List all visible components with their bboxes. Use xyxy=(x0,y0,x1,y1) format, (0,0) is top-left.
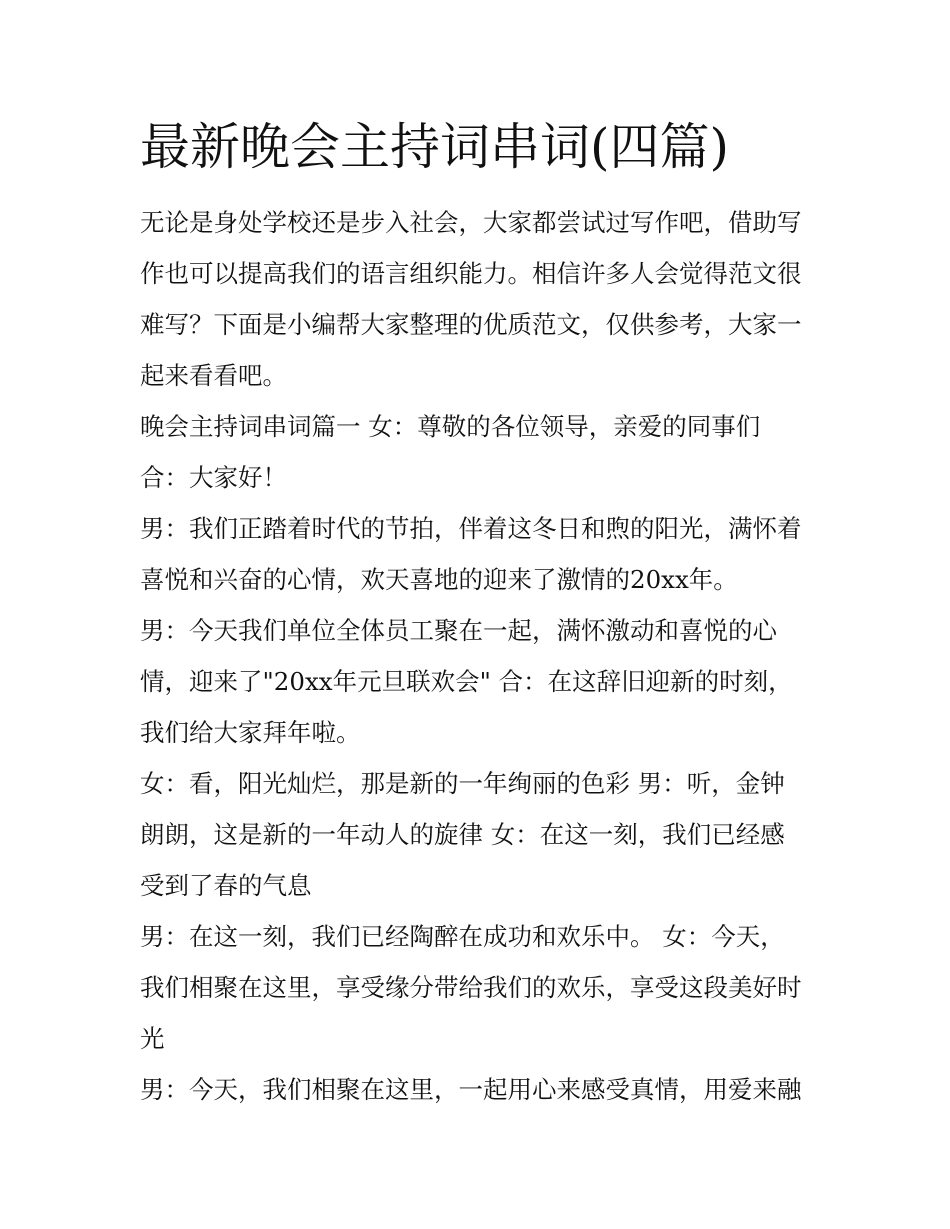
text-line: 男：我们正踏着时代的节拍，伴着这冬日和煦的阳光，满怀着 xyxy=(140,514,802,543)
paragraph-dialogue xyxy=(140,758,830,911)
paragraph-dialogue xyxy=(140,911,830,1064)
paragraph-dialogue xyxy=(140,1064,830,1115)
text-line: 难写？下面是小编帮大家整理的优质范文，仅供参考，大家一 xyxy=(140,310,802,339)
text-line: 男：在这一刻，我们已经陶醉在成功和欢乐中。 女：今天， xyxy=(140,922,785,951)
text-line: 合：大家好！ xyxy=(140,463,287,492)
paragraph-dialogue xyxy=(140,503,830,605)
text-line: 我们相聚在这里，享受缘分带给我们的欢乐，享受这段美好时 xyxy=(140,973,802,1002)
text-line: 受到了春的气息 xyxy=(140,871,312,900)
text-line: 无论是身处学校还是步入社会，大家都尝试过写作吧，借助写 xyxy=(140,208,802,237)
text-line: 喜悦和兴奋的心情，欢天喜地的迎来了激情的20xx年。 xyxy=(140,565,738,594)
paragraph-dialogue xyxy=(140,605,830,758)
text-line: 朗朗，这是新的一年动人的旋律 女：在这一刻，我们已经感 xyxy=(140,820,785,849)
text-line: 作也可以提高我们的语言组织能力。相信许多人会觉得范文很 xyxy=(140,259,802,288)
text-line: 光 xyxy=(140,1024,165,1053)
paragraph-dialogue xyxy=(140,452,830,503)
text-line: 女：看，阳光灿烂，那是新的一年绚丽的色彩 男：听，金钟 xyxy=(140,769,785,798)
text-line: 情，迎来了"20xx年元旦联欢会" 合：在这辞旧迎新的时刻， xyxy=(140,667,793,696)
paragraph-section-heading xyxy=(140,401,830,452)
page-title: 最新晚会主持词串词(四篇) xyxy=(140,118,730,176)
paragraph-intro xyxy=(140,197,830,401)
document-body xyxy=(140,197,830,1115)
text-line: 起来看看吧。 xyxy=(140,361,287,390)
text-line: 我们给大家拜年啦。 xyxy=(140,718,361,747)
text-line: 男：今天，我们相聚在这里，一起用心来感受真情，用爱来融 xyxy=(140,1075,802,1104)
text-line: 男：今天我们单位全体员工聚在一起，满怀激动和喜悦的心 xyxy=(140,616,777,645)
text-line: 晚会主持词串词篇一 女：尊敬的各位领导，亲爱的同事们 xyxy=(140,412,761,441)
